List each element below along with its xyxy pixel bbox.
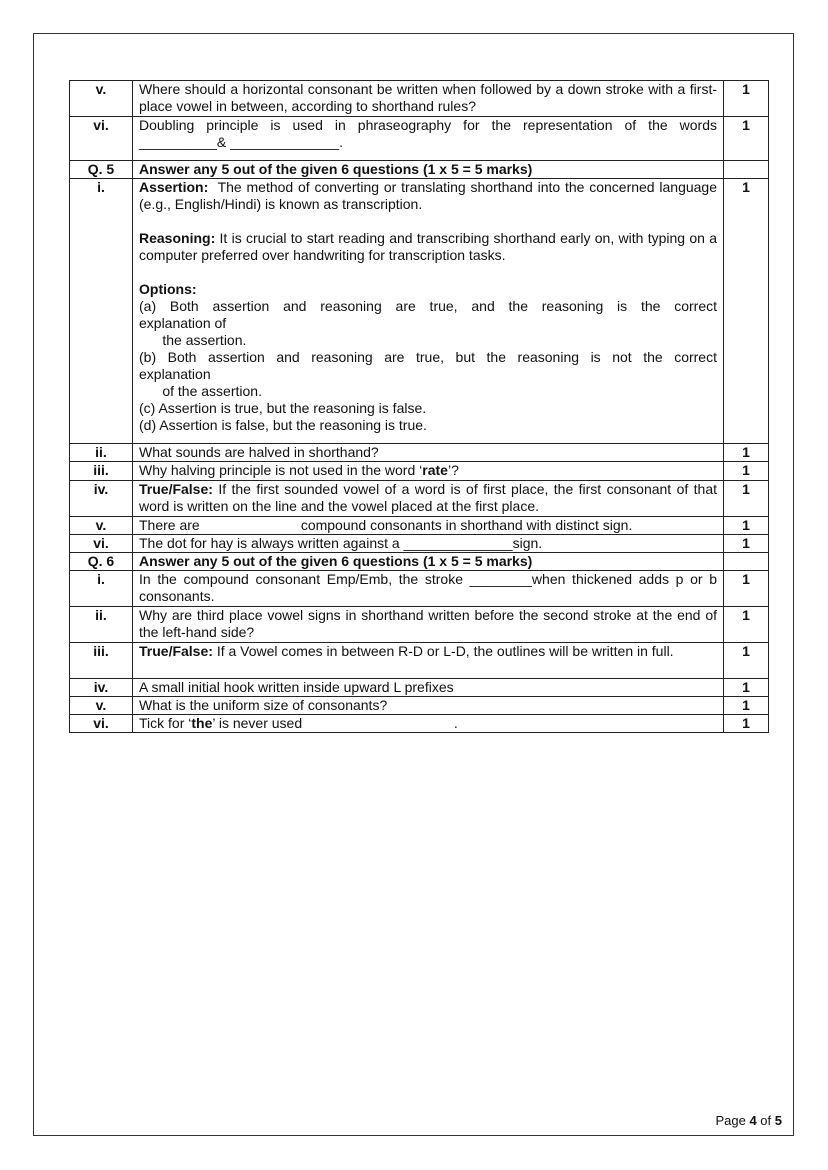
question-number: v. [70,697,133,715]
question-row [70,643,769,679]
question-row [70,679,769,697]
bold-text: Reasoning: [139,230,220,246]
question-row [70,81,769,117]
text-segment: ’? [447,462,459,478]
question-number: v. [70,81,133,117]
question-number: i. [70,571,133,607]
question-row [70,444,769,462]
question-row [70,517,769,535]
text-segment: A small initial hook written inside upward L prefixes [139,679,454,695]
question-number: iv. [70,679,133,697]
question-text [133,679,724,697]
question-number: Q. 6 [70,553,133,571]
question-text [133,179,724,444]
text-segment: (a) Both assertion and reasoning are true, and the reasoning is the correct [139,298,717,314]
text-line [139,400,717,417]
marks: 1 [724,117,769,161]
question-text [133,697,724,715]
text-segment: If a Vowel comes in between R-D or L-D, the outlines will be written in full. [216,643,674,659]
question-text [133,643,724,679]
text-line [139,161,717,178]
text-segment: In the compound consonant Emp/Emb, the stroke ________when thickened adds p or b consonants. [139,571,721,604]
question-row [70,571,769,607]
text-line [139,81,717,115]
text-segment: (b) Both assertion and reasoning are true, but the reasoning is not the correct [139,349,717,365]
bold-text: Options: [139,281,197,297]
section-header-row [70,161,769,179]
section-header-row [70,553,769,571]
text-line [139,366,717,383]
current-page: 4 [749,1113,757,1128]
text-segment: explanation of [139,315,227,331]
question-number: vi. [70,715,133,733]
text-line [139,179,721,213]
question-number: ii. [70,607,133,643]
text-line [139,679,717,696]
question-number: ii. [70,444,133,462]
marks: 1 [724,81,769,117]
marks: 1 [724,571,769,607]
question-text [133,81,724,117]
text-line [139,481,721,515]
bold-text: Answer any 5 out of the given 6 questions (1 x 5 = 5 marks) [139,553,533,569]
text-segment: ’ is never used . [212,715,458,731]
marks: 1 [724,697,769,715]
question-number: vi. [70,535,133,553]
page-number [715,1113,782,1128]
marks: 1 [724,462,769,481]
question-number: vi. [70,117,133,161]
text-line [139,517,717,534]
question-number: iii. [70,462,133,481]
text-segment: What is the uniform size of consonants? [139,697,388,713]
question-text [133,444,724,462]
text-line [139,298,717,315]
text-line [139,444,717,461]
marks [724,161,769,179]
text-line [139,383,717,400]
text-segment: Why halving principle is not used in the word ‘ [139,462,423,478]
marks: 1 [724,535,769,553]
text-segment: What sounds are halved in shorthand? [139,444,379,460]
bold-text: rate [422,462,448,478]
text-segment: (d) Assertion is false, but the reasoning is true. [139,417,427,433]
text-segment: Why are third place vowel signs in shorthand written before the second stroke at the end of the left-hand side? [139,607,721,640]
bold-text: True/False: [139,643,217,659]
question-row [70,697,769,715]
text-segment: Doubling principle is used in phraseography for the representation of the words __________& ______________. [139,117,721,150]
text-segment: (c) Assertion is true, but the reasoning is false. [139,400,427,416]
text-segment: It is crucial to start reading and transcribing shorthand early on, with typing on a computer preferred over handwriting for transcription tasks. [139,230,721,263]
bold-text: Assertion: [139,179,214,195]
question-row [70,179,769,444]
marks: 1 [724,517,769,535]
marks: 1 [724,643,769,679]
text-segment: The method of converting or translating shorthand into the concerned language (e.g., English/Hindi) is known as transcription. [139,179,721,212]
marks: 1 [724,444,769,462]
text-line [139,697,717,714]
question-row [70,535,769,553]
bold-text: True/False: [139,481,219,497]
question-text [133,571,724,607]
text-line [139,117,721,151]
question-text [133,553,724,571]
marks: 1 [724,481,769,517]
text-segment: If the first sounded vowel of a word is of first place, the first consonant of that word is written on the line and the vowel placed at the first place. [139,481,721,514]
text-line [139,349,717,366]
footer-middle: of [756,1113,775,1128]
question-row [70,481,769,517]
text-line [139,553,717,570]
marks: 1 [724,679,769,697]
total-pages: 5 [774,1113,782,1128]
question-number: i. [70,179,133,444]
text-segment: of the assertion. [139,383,262,399]
bold-text: Answer any 5 out of the given 6 questions (1 x 5 = 5 marks) [139,161,533,177]
question-number: Q. 5 [70,161,133,179]
text-line [139,607,721,641]
text-segment: The dot for hay is always written against a ______________sign. [139,535,543,551]
question-text [133,481,724,517]
marks: 1 [724,179,769,444]
text-line [139,462,717,479]
footer-prefix: Page [715,1113,750,1128]
question-text [133,607,724,643]
blank-line [139,213,717,230]
question-number: v. [70,517,133,535]
text-segment: Where should a horizontal consonant be written when followed by a down stroke with a first-place vowel in between, according to shorthand rules? [139,81,717,114]
question-text [133,462,724,481]
marks: 1 [724,607,769,643]
text-line [139,643,717,660]
blank-line [139,264,717,281]
question-row [70,715,769,733]
question-row [70,462,769,481]
question-text [133,517,724,535]
question-number: iv. [70,481,133,517]
marks [724,553,769,571]
text-segment: There are compound consonants in shorthand with distinct sign. [139,517,633,533]
question-row [70,607,769,643]
text-segment: explanation [139,366,211,382]
question-table [69,80,769,733]
text-segment: Tick for ‘ [139,715,192,731]
text-line [139,230,721,264]
question-text [133,161,724,179]
text-line [139,332,717,349]
text-line [139,281,717,298]
marks: 1 [724,715,769,733]
text-line [139,571,721,605]
question-text [133,535,724,553]
question-row [70,117,769,161]
question-text [133,715,724,733]
text-line [139,315,717,332]
text-line [139,535,717,552]
question-number: iii. [70,643,133,679]
text-line [139,715,717,732]
text-segment: the assertion. [139,332,247,348]
text-line [139,417,717,434]
question-text [133,117,724,161]
bold-text: the [191,715,213,731]
